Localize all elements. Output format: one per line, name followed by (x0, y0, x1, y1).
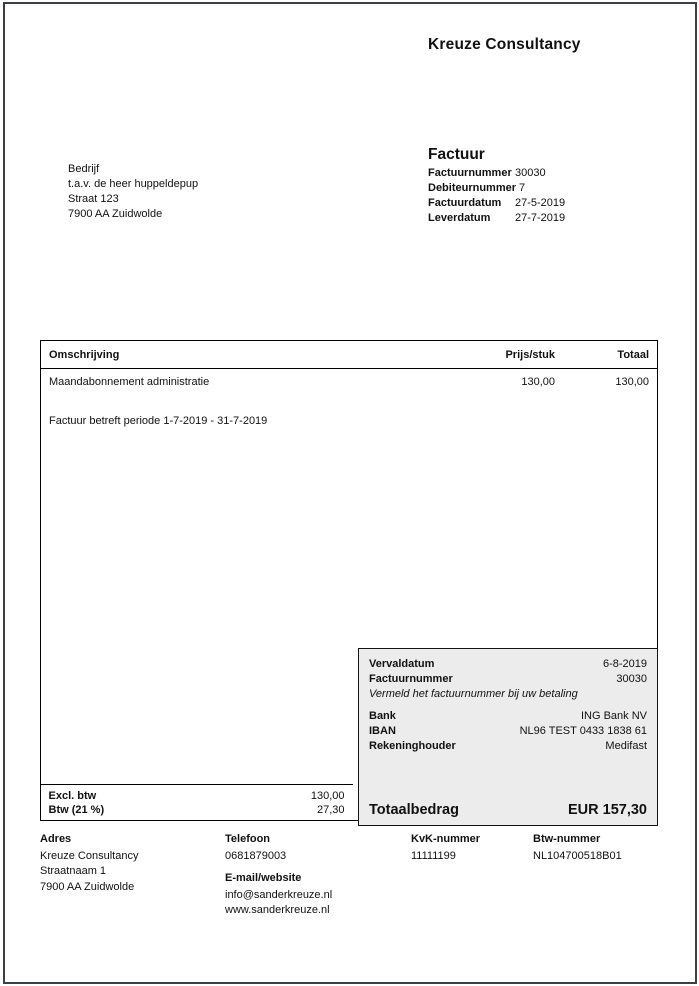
invoice-field-row (428, 166, 565, 181)
field-label: Leverdatum (428, 212, 491, 224)
recipient-line: Bedrijf (68, 163, 100, 175)
recipient-line: 7900 AA Zuidwolde (68, 208, 163, 220)
table-row (41, 369, 657, 394)
field-value: 27-5-2019 (515, 197, 566, 209)
btw-label: Btw-nummer (533, 833, 601, 845)
invoice-number-label: Factuurnummer (369, 673, 453, 685)
grand-total-label: Totaalbedrag (369, 802, 459, 818)
payment-field-row (369, 672, 647, 687)
vat-label: Btw (21 %) (48, 804, 105, 816)
field-value: 30030 (515, 167, 546, 179)
invoice-period-note: Factuur betreft periode 1-7-2019 - 31-7-2019 (49, 415, 268, 427)
account-holder-row (369, 739, 647, 754)
address-line: Kreuze Consultancy (40, 849, 139, 862)
invoice-field-row (428, 211, 565, 226)
column-header-description: Omschrijving (49, 349, 120, 361)
iban-value: NL96 TEST 0433 1838 61 (519, 725, 647, 737)
bank-value: ING Bank NV (580, 710, 647, 722)
subtotal-row (49, 803, 345, 818)
iban-row (369, 724, 647, 739)
phone-value: 0681879003 (225, 849, 287, 862)
email-website-group (225, 871, 332, 919)
email-value: info@sanderkreuze.nl (225, 888, 333, 901)
due-date-value: 6-8-2019 (602, 658, 647, 670)
field-label: Factuurdatum (428, 197, 502, 209)
subtotal-row (49, 789, 345, 804)
footer-kvk-column (411, 832, 480, 864)
items-table-header (41, 341, 657, 369)
field-label: Debiteurnummer (428, 182, 517, 194)
recipient-line: Straat 123 (68, 193, 119, 205)
due-date-label: Vervaldatum (369, 658, 435, 670)
footer-address-column (40, 832, 138, 895)
address-label: Adres (40, 833, 72, 845)
website-value: www.sanderkreuze.nl (225, 904, 330, 916)
iban-label: IBAN (369, 725, 396, 737)
field-value: 7 (519, 182, 526, 194)
grand-total-row (369, 802, 647, 818)
field-label: Factuurnummer (428, 167, 512, 179)
invoice-header (428, 146, 565, 226)
bank-details (369, 709, 647, 754)
phone-label: Telefoon (225, 833, 271, 845)
company-title: Kreuze Consultancy (428, 36, 581, 53)
bank-label: Bank (369, 710, 396, 722)
account-holder-value: Medifast (605, 740, 647, 752)
payment-reference-note: Vermeld het factuurnummer bij uw betaling (369, 688, 578, 700)
field-value: 27-7-2019 (515, 212, 566, 224)
recipient-address-block (68, 162, 198, 222)
invoice-field-row (428, 196, 565, 211)
email-website-label: E-mail/website (225, 872, 302, 884)
btw-value: NL104700518B01 (533, 849, 622, 862)
account-holder-label: Rekeninghouder (369, 740, 456, 752)
invoice-title: Factuur (428, 146, 485, 163)
payment-summary-box (358, 648, 658, 826)
address-line: 7900 AA Zuidwolde (40, 880, 135, 893)
kvk-value: 11111199 (411, 849, 456, 862)
subtotal-value: 130,00 (310, 789, 345, 802)
grand-total-value: EUR 157,30 (568, 802, 647, 818)
vat-value: 27,30 (316, 804, 345, 816)
recipient-line: t.a.v. de heer huppeldepup (68, 178, 199, 190)
subtotal-label: Excl. btw (48, 789, 97, 802)
address-line: Straatnaam 1 (40, 865, 107, 877)
kvk-label: KvK-nummer (411, 833, 481, 845)
payment-field-row (369, 657, 647, 672)
footer-contact-column (225, 832, 332, 919)
invoice-field-row (428, 181, 565, 196)
column-header-price: Prijs/stuk (505, 349, 555, 361)
invoice-number-value: 30030 (616, 673, 647, 685)
bank-row (369, 709, 647, 724)
item-total: 130,00 (615, 376, 649, 388)
item-price: 130,00 (521, 376, 555, 388)
footer-btw-column (533, 832, 622, 864)
subtotal-block (40, 784, 353, 822)
column-header-total: Totaal (617, 349, 649, 361)
item-description: Maandabonnement administratie (49, 376, 210, 388)
